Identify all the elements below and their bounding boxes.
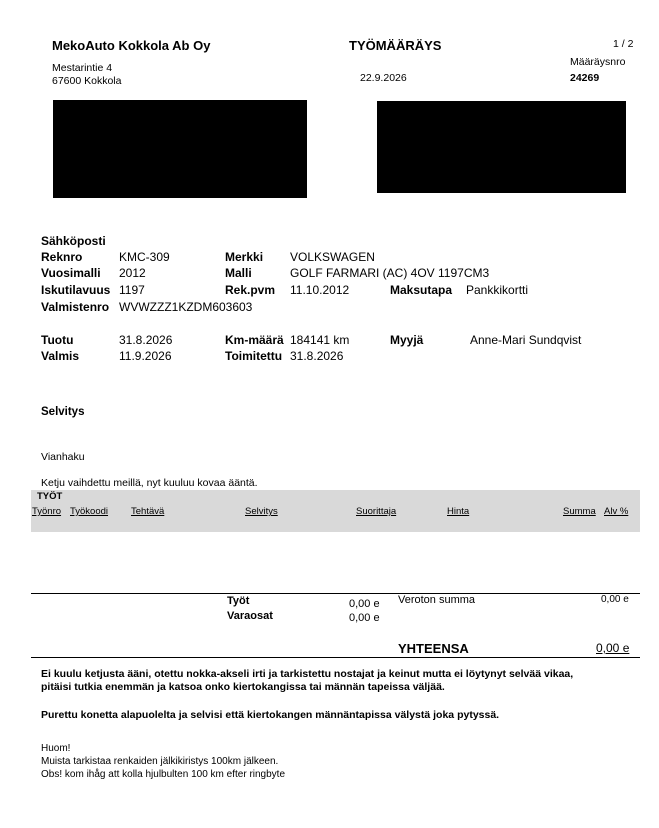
veroton-value: 0,00 e xyxy=(601,594,629,605)
yhteensa-label: YHTEENSA xyxy=(398,641,469,656)
iskutilavuus-value: 1197 xyxy=(119,283,145,297)
note-reminder-sv: Obs! kom ihåg att kolla hjulbulten 100 km efter ringbyte xyxy=(41,769,286,780)
vuosimalli-value: 2012 xyxy=(119,266,146,280)
rekpvm-label: Rek.pvm xyxy=(225,283,276,297)
note-paragraph-1-line-2: pitäisi tutkia enemmän ja katsoa onko kiertokangissa tai männän tapeissa väljää. xyxy=(41,681,445,693)
note-paragraph-1-line-1: Ei kuulu ketjusta ääni, otettu nokka-akseli irti ja tarkistettu nostajat ja keinut mutta ei löytynyt selvää vikaa, xyxy=(41,668,574,680)
reknro-label: Reknro xyxy=(41,250,83,264)
tuotu-value: 31.8.2026 xyxy=(119,333,173,347)
works-table-header xyxy=(31,490,640,532)
valmistenro-value: WVWZZZ1KZDM603603 xyxy=(119,300,253,314)
totals-divider xyxy=(31,593,640,594)
yhteensa-divider xyxy=(31,657,640,658)
col-tyonro: Työnro xyxy=(32,506,62,517)
col-hinta: Hinta xyxy=(447,506,470,517)
document-title: TYÖMÄÄRÄYS xyxy=(349,38,442,53)
veroton-label: Veroton summa xyxy=(398,594,476,606)
varaosat-total-value: 0,00 e xyxy=(349,612,380,624)
selvitys-line-1: Vianhaku xyxy=(41,451,85,463)
iskutilavuus-label: Iskutilavuus xyxy=(41,283,111,297)
company-street: Mestarintie 4 xyxy=(52,62,113,74)
note-paragraph-2: Purettu konetta alapuolelta ja selvisi että kiertokangen männäntapissa välystä joka pytyssä. xyxy=(41,709,500,721)
malli-value: GOLF FARMARI (AC) 4OV 1197CM3 xyxy=(290,266,490,280)
works-section-label: TYÖT xyxy=(37,491,63,502)
merkki-value: VOLKSWAGEN xyxy=(290,250,375,264)
vuosimalli-label: Vuosimalli xyxy=(41,266,101,280)
rekpvm-value: 11.10.2012 xyxy=(290,283,350,297)
varaosat-total-label: Varaosat xyxy=(227,610,273,622)
toimitettu-label: Toimitettu xyxy=(225,349,283,363)
myyja-value: Anne-Mari Sundqvist xyxy=(470,333,582,347)
note-reminder-fi: Muista tarkistaa renkaiden jälkikiristys 100km jälkeen. xyxy=(41,756,279,767)
maksutapa-label: Maksutapa xyxy=(390,283,453,297)
tyot-total-value: 0,00 e xyxy=(349,598,380,610)
email-label: Sähköposti xyxy=(41,234,106,248)
reknro-value: KMC-309 xyxy=(119,250,170,264)
km-value: 184141 km xyxy=(290,333,350,347)
col-summa: Summa xyxy=(563,506,596,517)
order-number: 24269 xyxy=(570,72,600,84)
order-number-label: Määräysnro xyxy=(570,56,626,68)
km-label: Km-määrä xyxy=(225,333,284,347)
valmis-value: 11.9.2026 xyxy=(119,349,172,363)
redacted-customer-block xyxy=(53,100,307,198)
selvitys-heading: Selvitys xyxy=(41,406,85,418)
page-indicator: 1 / 2 xyxy=(613,38,634,50)
valmistenro-label: Valmistenro xyxy=(41,300,110,314)
note-huom: Huom! xyxy=(41,743,71,754)
company-name: MekoAuto Kokkola Ab Oy xyxy=(52,38,211,53)
col-suorittaja: Suorittaja xyxy=(356,506,397,517)
company-city: 67600 Kokkola xyxy=(52,75,122,87)
merkki-label: Merkki xyxy=(225,250,264,264)
col-alv: Alv % xyxy=(604,506,629,517)
col-tyokoodi: Työkoodi xyxy=(70,506,109,517)
valmis-label: Valmis xyxy=(41,349,80,363)
col-selvitys: Selvitys xyxy=(245,506,278,517)
yhteensa-value: 0,00 e xyxy=(596,641,630,655)
tuotu-label: Tuotu xyxy=(41,333,74,347)
malli-label: Malli xyxy=(225,266,252,280)
selvitys-line-2: Ketju vaihdettu meillä, nyt kuuluu kovaa ääntä. xyxy=(41,477,258,489)
col-tehtava: Tehtävä xyxy=(131,506,165,517)
maksutapa-value: Pankkikortti xyxy=(466,283,529,297)
tyot-total-label: Työt xyxy=(227,595,250,607)
document-date: 22.9.2026 xyxy=(360,72,407,84)
myyja-label: Myyjä xyxy=(390,333,424,347)
toimitettu-value: 31.8.2026 xyxy=(290,349,344,363)
redacted-address-block xyxy=(377,101,626,193)
